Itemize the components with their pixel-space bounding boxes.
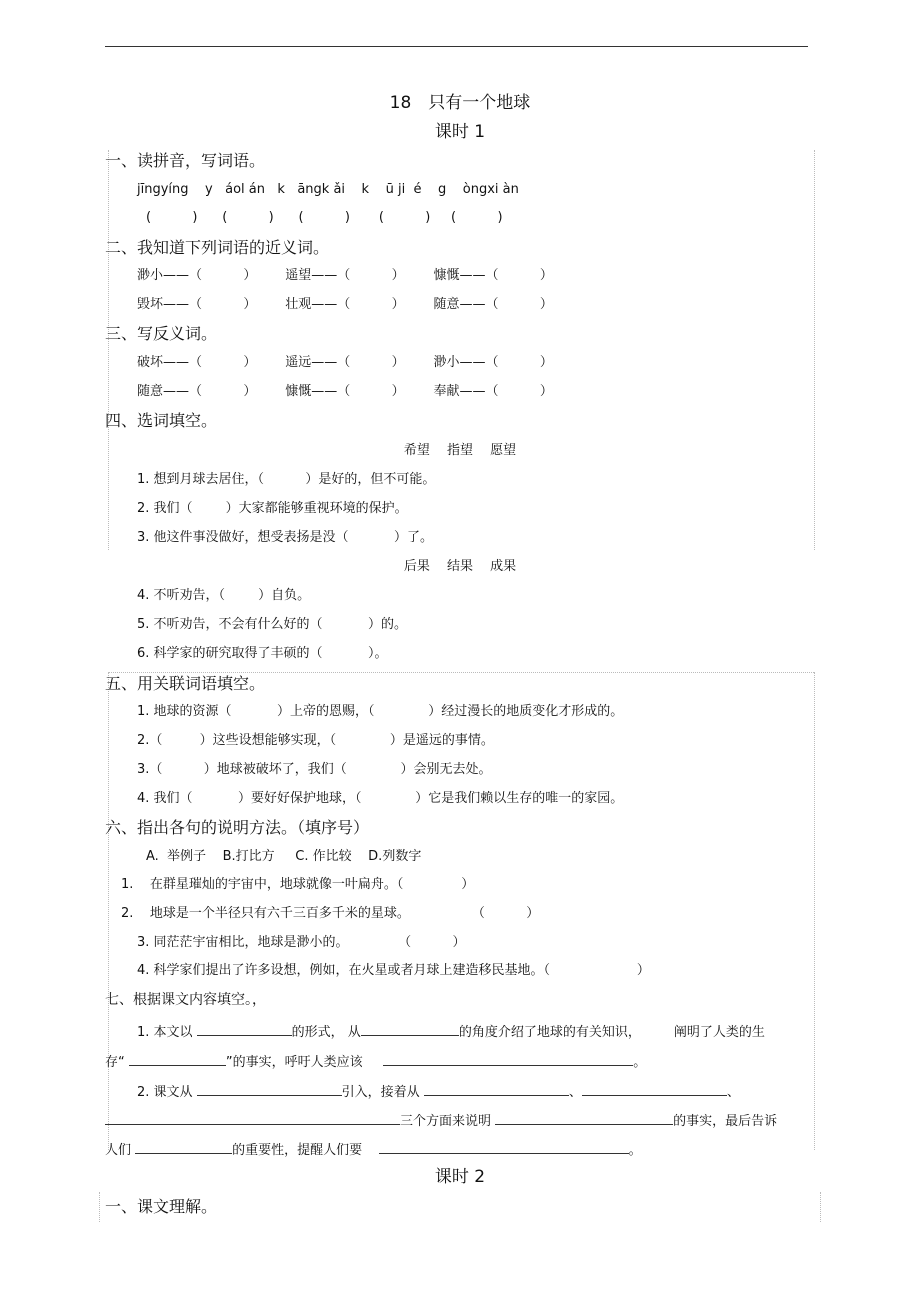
method-item: 3. 同茫茫宇宙相比，地球是渺小的。 （ ） xyxy=(137,935,466,950)
section-6-heading: 六、指出各句的说明方法。（填序号） xyxy=(105,818,370,837)
conjunction-item: 3.（ ）地球被破坏了，我们（ ）会别无去处。 xyxy=(137,762,492,777)
section-7-heading: 七、根据课文内容填空。， xyxy=(105,992,266,1008)
blank[interactable] xyxy=(129,1051,226,1066)
blank[interactable] xyxy=(197,1021,292,1036)
text: 三个方面来说明 xyxy=(400,1114,496,1129)
summary-line-2 xyxy=(105,1051,646,1072)
blank[interactable] xyxy=(383,1051,633,1066)
frame-left-3 xyxy=(99,1192,100,1222)
fill-item: 2. 我们（ ）大家都能够重视环境的保护。 xyxy=(137,501,408,516)
method-item: 2. 地球是一个半径只有六千三百多千米的星球。 （ ） xyxy=(121,906,540,921)
lesson-2-section-1-heading: 一、课文理解。 xyxy=(105,1197,218,1216)
page-title: 18 只有一个地球 xyxy=(389,93,531,113)
lesson-1-heading: 课时 1 xyxy=(434,122,486,142)
text: 存“ xyxy=(105,1055,129,1070)
header-rule xyxy=(105,46,808,47)
answer-parens: ( ) ( ) ( ) ( ) ( ) xyxy=(146,210,503,225)
fill-item: 1. 想到月球去居住，（ ）是好的，但不可能。 xyxy=(137,472,436,487)
text: 、 xyxy=(568,1085,582,1100)
blank[interactable] xyxy=(495,1110,673,1125)
section-4-heading: 四、选词填空。 xyxy=(105,411,218,430)
text: 引入，接着从 xyxy=(341,1085,424,1100)
method-item: 4. 科学家们提出了许多设想，例如，在火星或者月球上建造移民基地。（ ） xyxy=(137,963,650,978)
method-item: 1. 在群星璀灿的宇宙中，地球就像一叶扁舟。（ ） xyxy=(121,877,475,892)
conjunction-item: 4. 我们（ ）要好好保护地球，（ ）它是我们赖以生存的唯一的家园。 xyxy=(137,791,624,806)
fill-item: 6. 科学家的研究取得了丰硕的（ ）。 xyxy=(137,646,388,661)
blank[interactable] xyxy=(197,1081,342,1096)
frame-top-2 xyxy=(108,672,814,673)
text: 。 xyxy=(633,1055,647,1070)
frame-left-2 xyxy=(108,672,109,1150)
antonym-row: 破坏——（ ） 遥远——（ ） 渺小——（ ） xyxy=(137,355,553,370)
section-2-heading: 二、我知道下列词语的近义词。 xyxy=(105,238,330,257)
text: 2. 课文从 xyxy=(137,1085,197,1100)
lesson-2-heading: 课时 2 xyxy=(434,1167,486,1187)
pinyin-line: jīngyíng y áol án k āngk ǎi k ū ji é g òngxi àn xyxy=(137,182,519,197)
section-5-heading: 五、用关联词语填空。 xyxy=(105,674,266,693)
blank[interactable] xyxy=(135,1139,232,1154)
fill-item: 4. 不听劝告，（ ）自负。 xyxy=(137,588,311,603)
text: 、 xyxy=(726,1085,740,1100)
method-options: A. 举例子 B.打比方 C. 作比较 D.列数字 xyxy=(146,849,422,864)
frame-right xyxy=(814,150,815,550)
summary-line-4 xyxy=(105,1110,777,1131)
frame-left xyxy=(108,150,109,550)
blank[interactable] xyxy=(582,1081,727,1096)
word-choices-2: 后果 结果 成果 xyxy=(403,559,517,574)
word-choices-1: 希望 指望 愿望 xyxy=(403,443,517,458)
text: 的形式， 从 xyxy=(291,1025,361,1040)
summary-line-1 xyxy=(137,1021,765,1042)
conjunction-item: 1. 地球的资源（ ）上帝的恩赐，（ ）经过漫长的地质变化才形成的。 xyxy=(137,704,624,719)
text: 人们 xyxy=(105,1143,136,1158)
section-1-heading: 一、读拼音，写词语。 xyxy=(105,151,266,170)
summary-line-3 xyxy=(137,1081,740,1102)
text: 1. 本文以 xyxy=(137,1025,197,1040)
fill-item: 5. 不听劝告，不会有什么好的（ ）的。 xyxy=(137,617,407,632)
frame-right-3 xyxy=(820,1192,821,1222)
synonym-row: 毁坏——（ ） 壮观——（ ） 随意——（ ） xyxy=(137,297,553,312)
synonym-row: 渺小——（ ） 遥望——（ ） 慷慨——（ ） xyxy=(137,268,553,283)
text: ”的事实，呼吁人类应该 xyxy=(225,1055,384,1070)
blank[interactable] xyxy=(105,1110,400,1125)
text: 的角度介绍了地球的有关知识， 阐明了人类的生 xyxy=(458,1025,765,1040)
text: 。 xyxy=(628,1143,642,1158)
blank[interactable] xyxy=(424,1081,569,1096)
blank[interactable] xyxy=(379,1139,629,1154)
text: 的重要性，提醒人们要 xyxy=(232,1143,379,1158)
frame-right-2 xyxy=(814,672,815,1150)
summary-line-5 xyxy=(105,1139,642,1160)
section-3-heading: 三、写反义词。 xyxy=(105,324,218,343)
text: 的事实，最后告诉 xyxy=(673,1114,778,1129)
antonym-row: 随意——（ ） 慷慨——（ ） 奉献——（ ） xyxy=(137,384,553,399)
conjunction-item: 2.（ ）这些设想能够实现，（ ）是遥远的事情。 xyxy=(137,733,494,748)
blank[interactable] xyxy=(361,1021,459,1036)
fill-item: 3. 他这件事没做好，想受表扬是没（ ）了。 xyxy=(137,530,433,545)
